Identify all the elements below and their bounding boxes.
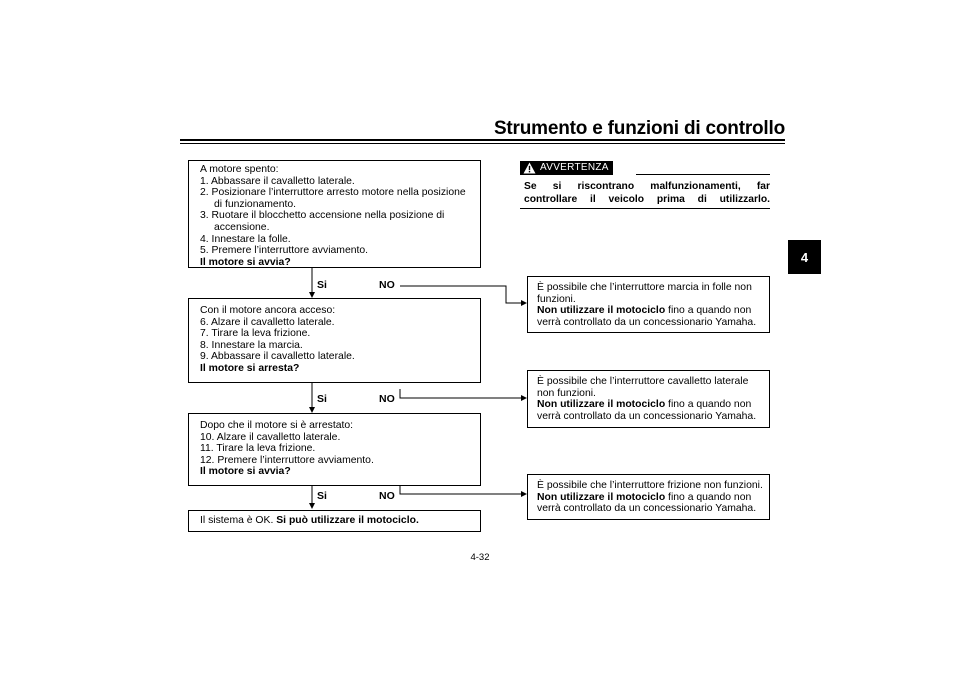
no-label-2: NO [379, 393, 395, 405]
step-line: A motore spento: [200, 164, 279, 175]
step-question: Il motore si avvia? [200, 256, 291, 268]
step-line: 11. Tirare la leva frizione. [200, 443, 316, 455]
step-question: Il motore si avvia? [200, 466, 291, 478]
result-rest: fino a quando non [665, 305, 752, 317]
step-line: 12. Premere l’interruttore avviamento. [200, 454, 374, 466]
step-box-3 [188, 413, 481, 486]
step-line: 2. Posizionare l’interruttore arresto motore nella posizione [200, 187, 466, 199]
result-line: verrà controllato da un concessionario Yamaha. [537, 410, 757, 422]
no-arrow-2 [400, 389, 526, 398]
warning-text [524, 181, 770, 206]
result-line: funzioni. [537, 293, 576, 305]
step-box-2 [188, 298, 481, 383]
result-rest: fino a quando non [665, 491, 752, 503]
step-line: 10. Alzare il cavalletto laterale. [200, 431, 341, 443]
step-line: 5. Premere l’interruttore avviamento. [200, 245, 369, 257]
step-line: Con il motore ancora acceso: [200, 305, 336, 316]
step-line: 1. Abbassare il cavalletto laterale. [200, 175, 355, 187]
warning-rule [636, 174, 770, 175]
step-line: 9. Abbassare il cavalletto laterale. [200, 351, 355, 363]
warning-badge [520, 161, 613, 175]
no-arrow-3 [400, 486, 526, 494]
result-bold: Non utilizzare il motociclo [537, 399, 666, 411]
yes-label-1: Si [317, 279, 327, 291]
result-bold: Non utilizzare il motociclo [537, 491, 666, 503]
step-line: 3. Ruotare il blocchetto accensione nella posizione di [200, 210, 445, 222]
step-box-1 [188, 160, 481, 268]
result-bold: Non utilizzare il motociclo [537, 305, 666, 317]
result-box-neutral [527, 276, 770, 333]
warning-triangle-icon [523, 162, 536, 174]
result-line: È possibile che l’interruttore frizione non funzioni. [537, 480, 763, 491]
result-line: verrà controllato da un concessionario Yamaha. [537, 316, 757, 328]
warning-badge-label: AVVERTENZA [540, 162, 609, 173]
result-line: non funzioni. [537, 387, 596, 399]
warning-bottom-rule [520, 208, 770, 209]
page-title: Strumento e funzioni di controllo [493, 118, 785, 139]
no-label-1: NO [379, 279, 395, 291]
warning-line: controllare il veicolo prima di utilizzarlo. [524, 193, 770, 205]
page-number: 4-32 [470, 552, 490, 563]
warning-header [520, 160, 613, 175]
step-line: di funzionamento. [214, 198, 297, 210]
result-ok-box [188, 510, 481, 532]
no-label-3: NO [379, 490, 395, 502]
step-line: 7. Tirare la leva frizione. [200, 328, 311, 340]
ok-text: Il sistema è OK. [200, 515, 274, 526]
step-line: 8. Innestare la marcia. [200, 339, 303, 351]
result-line: verrà controllato da un concessionario Yamaha. [537, 503, 757, 515]
yes-label-3: Si [317, 490, 327, 502]
warning-line: Se si riscontrano malfunzionamenti, far [524, 181, 770, 192]
step-question: Il motore si arresta? [200, 362, 300, 374]
step-line: 6. Alzare il cavalletto laterale. [200, 316, 335, 328]
result-line: È possibile che l’interruttore cavalletto laterale [537, 376, 749, 387]
step-line: accensione. [214, 221, 270, 233]
ok-bold-text: Si può utilizzare il motociclo. [276, 515, 419, 526]
result-rest: fino a quando non [665, 399, 752, 411]
result-line: È possibile che l’interruttore marcia in folle non [537, 282, 752, 293]
yes-label-2: Si [317, 393, 327, 405]
result-box-sidestand [527, 370, 770, 428]
result-box-clutch [527, 474, 770, 520]
step-line: 4. Innestare la folle. [200, 233, 291, 245]
chapter-tab: 4 [788, 240, 821, 274]
step-line: Dopo che il motore si è arrestato: [200, 420, 354, 431]
